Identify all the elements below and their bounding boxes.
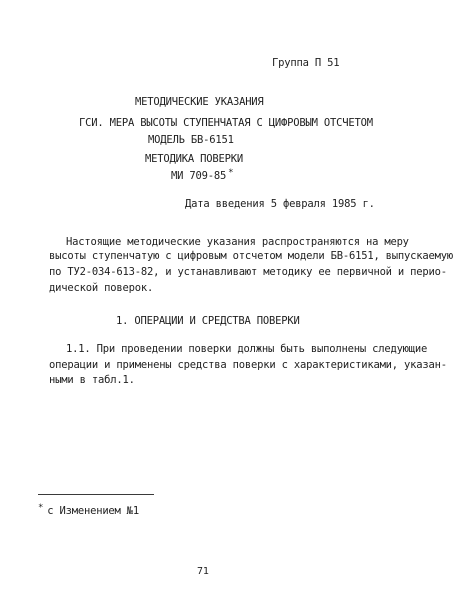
title-line-2: ГСИ. МЕРА ВЫСОТЫ СТУПЕНЧАТАЯ С ЦИФРОВЫМ ОТСЧЕТОМ bbox=[79, 117, 373, 129]
intro-paragraph-line: по ТУ2-034-613-82, и устанавливают методику ее первичной и перио- bbox=[49, 266, 447, 278]
section-paragraph-line: операции и применены средства поверки с характеристиками, указан- bbox=[49, 359, 447, 371]
group-code: Группа П 51 bbox=[272, 57, 340, 69]
title-line-1: МЕТОДИЧЕСКИЕ УКАЗАНИЯ bbox=[135, 96, 264, 108]
document-code-mark: * bbox=[228, 168, 234, 178]
document-code-text: МИ 709-85 bbox=[171, 170, 227, 182]
section-paragraph-line: ными в табл.1. bbox=[49, 374, 135, 386]
footnote bbox=[38, 505, 139, 519]
page-number: 71 bbox=[197, 566, 209, 577]
intro-paragraph-line: высоты ступенчатую с цифровым отсчетом модели БВ-6151, выпускаемую bbox=[49, 250, 453, 262]
footnote-divider bbox=[38, 494, 154, 495]
section-paragraph-line: 1.1. При проведении поверки должны быть выполнены следующие bbox=[66, 343, 428, 355]
intro-paragraph-line: Настоящие методические указания распространяются на меру bbox=[66, 236, 409, 248]
section-heading: 1. ОПЕРАЦИИ И СРЕДСТВА ПОВЕРКИ bbox=[116, 315, 300, 327]
footnote-mark: * bbox=[38, 503, 44, 513]
intro-date: Дата введения 5 февраля 1985 г. bbox=[185, 198, 375, 210]
intro-paragraph-line: дической поверок. bbox=[49, 282, 154, 294]
title-line-4: МЕТОДИКА ПОВЕРКИ bbox=[145, 153, 243, 165]
title-line-3: МОДЕЛЬ БВ-6151 bbox=[148, 134, 234, 146]
document-code bbox=[171, 170, 233, 184]
footnote-text: с Изменением №1 bbox=[47, 505, 140, 517]
